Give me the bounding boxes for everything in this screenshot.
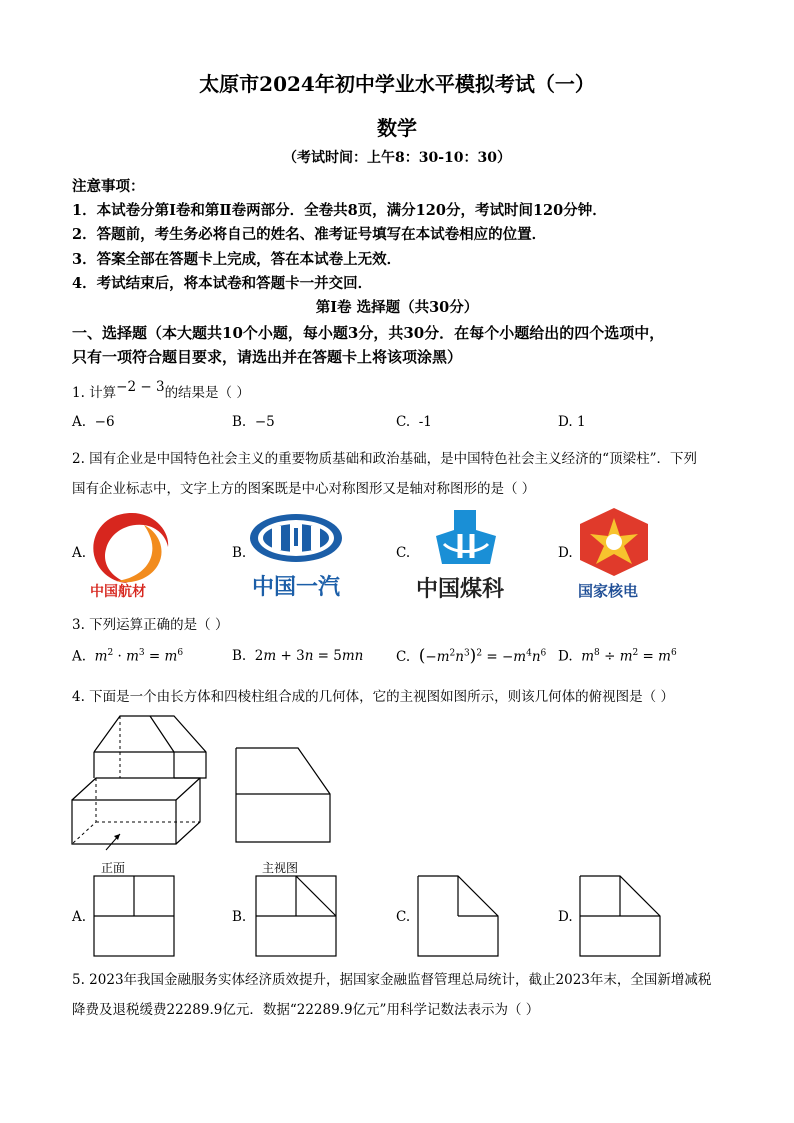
q4-option-b-label[interactable]: B. [232, 909, 247, 925]
q5-stem-line2: 降费及退税缓费22289.9亿元．数据“22289.9亿元”用科学记数法表示为（ ） [72, 1002, 540, 1018]
q1-suffix: 的结果是（ ） [164, 385, 250, 401]
q3-option-c[interactable]: C. $(-m^2n^3)^2 = -m^4n^6$ [396, 646, 547, 666]
q4-stem: 4. 下面是一个由长方体和四棱柱组合成的几何体，它的主视图如图所示，则该几何体的俯视图是（ ） [72, 689, 674, 705]
q3-option-a[interactable]: A. $m^2 \cdot m^3 = m^6$ [72, 648, 184, 665]
aviation-ring-icon [93, 513, 168, 583]
q4-option-d-label[interactable]: D. [558, 909, 573, 925]
q2-stem-line2: 国有企业标志中，文字上方的图案既是中心对称图形又是轴对称图形的是（ ） [72, 481, 536, 497]
faw-eagle-icon [250, 514, 342, 562]
q3-option-b[interactable]: B. 2m + 3n = 5mn [232, 648, 364, 664]
q4-main-view-label: 主视图 [262, 861, 299, 875]
q1-stem [72, 381, 250, 401]
q2-logo-d-text: 国家核电 [578, 582, 639, 600]
section-title: 第Ⅰ卷 选择题（共30分） [315, 299, 479, 316]
note-2: 2．答题前，考生务必将自己的姓名、准考证号填写在本试卷相应的位置． [72, 226, 547, 243]
coal-science-icon [436, 510, 496, 564]
q3-option-d[interactable]: D. $m^8 \div m^2 = m^6$ [558, 648, 677, 665]
q1-option-d[interactable]: D. 1 [558, 414, 586, 430]
q2-option-d-label[interactable]: D. [558, 545, 573, 561]
q2-logo-a-text: 中国航材 [90, 584, 146, 600]
note-4: 4．考试结束后，将本试卷和答题卡一并交回． [72, 275, 373, 292]
q2-logo-d[interactable] [574, 504, 664, 602]
q2-logo-c[interactable] [414, 506, 526, 602]
q1-prefix: 1. 计算 [72, 385, 117, 401]
q4-option-a-label[interactable]: A. [72, 909, 87, 925]
q1-option-a[interactable]: A. −6 [72, 414, 115, 430]
nuclear-star-icon [580, 508, 648, 576]
exam-title: 太原市2024年初中学业水平模拟考试（一） [199, 72, 595, 96]
q4-option-a-figure[interactable] [92, 874, 178, 960]
q4-main-view [234, 744, 334, 846]
q5-stem-line1: 5. 2023年我国金融服务实体经济质效提升，据国家金融监督管理总局统计，截止2023年末，全国新增减税 [72, 972, 712, 988]
section-instruction-1: 一、选择题（本大题共10个小题，每小题3分，共30分．在每个小题给出的四个选项中， [72, 324, 665, 342]
q4-solid-figure [70, 712, 220, 860]
q2-logo-b-text: 中国一汽 [252, 575, 341, 600]
q3-stem: 3. 下列运算正确的是（ ） [72, 617, 229, 633]
q2-logo-c-text: 中国煤科 [416, 577, 505, 602]
q2-option-c-label[interactable]: C. [396, 545, 411, 561]
q4-option-b-figure[interactable] [254, 874, 340, 960]
q4-front-label: 正面 [101, 861, 126, 875]
q2-option-a-label[interactable]: A. [72, 545, 87, 561]
note-3: 3．答案全部在答题卡上完成，答在本试卷上无效． [72, 251, 402, 268]
exam-time: （考试时间：上午8：30-10：30） [283, 150, 511, 166]
notes-heading: 注意事项： [72, 178, 145, 195]
q4-option-c-figure[interactable] [416, 874, 502, 960]
q1-option-c[interactable]: C. -1 [396, 414, 432, 430]
q2-logo-b[interactable] [248, 508, 360, 600]
q2-logo-a[interactable] [84, 507, 180, 603]
subject-title: 数学 [377, 116, 417, 140]
q2-stem-line1: 2. 国有企业是中国特色社会主义的重要物质基础和政治基础，是中国特色社会主义经济的“顶梁柱”．下列 [72, 451, 697, 467]
q4-option-c-label[interactable]: C. [396, 909, 411, 925]
q4-option-d-figure[interactable] [578, 874, 664, 960]
q1-expression: −2 − 3 [116, 379, 165, 395]
q1-option-b[interactable]: B. −5 [232, 414, 275, 430]
q2-option-b-label[interactable]: B. [232, 545, 247, 561]
section-instruction-2: 只有一项符合题目要求，请选出并在答题卡上将该项涂黑） [72, 348, 463, 366]
note-1: 1．本试卷分第Ⅰ卷和第Ⅱ卷两部分．全卷共8页，满分120分，考试时间120分钟． [72, 202, 607, 219]
